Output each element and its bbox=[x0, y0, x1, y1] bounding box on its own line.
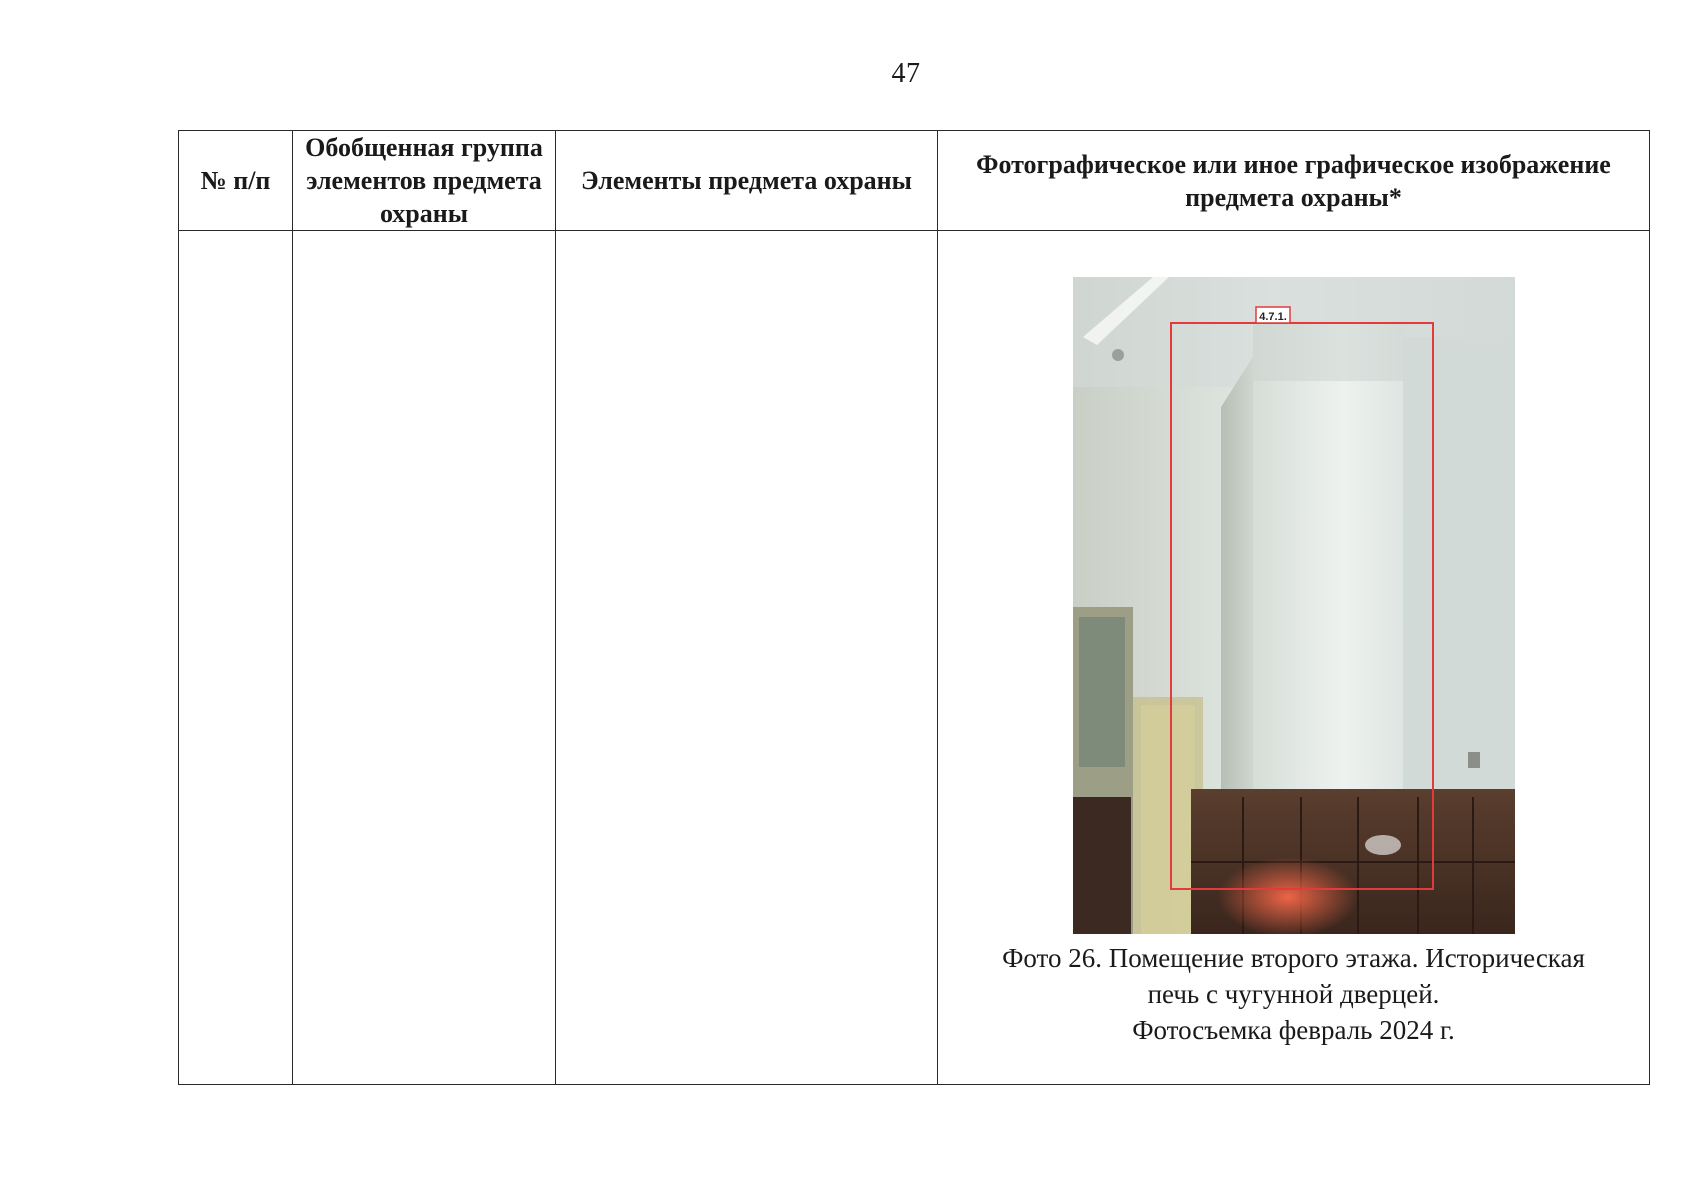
table-row bbox=[179, 231, 1650, 1085]
caption-line-3: Фотосъемка февраль 2024 г. bbox=[1132, 1015, 1455, 1045]
caption-line-2: печь с чугунной дверцей. bbox=[1147, 979, 1440, 1009]
header-photo: Фотографическое или иное графическое изображение предмета охраны* bbox=[938, 131, 1650, 231]
page-number: 47 bbox=[891, 58, 921, 89]
stove-photo bbox=[1073, 277, 1515, 934]
header-generalized-group: Обобщенная группа элементов предмета охраны bbox=[293, 131, 556, 231]
marker-label: 4.7.1. bbox=[1258, 311, 1287, 323]
cell-photo bbox=[938, 231, 1650, 1085]
protection-elements-table bbox=[178, 130, 1650, 1085]
table-header-row bbox=[179, 131, 1650, 231]
caption-line-1: Фото 26. Помещение второго этажа. Историческая bbox=[1002, 943, 1585, 973]
header-elements: Элементы предмета охраны bbox=[556, 131, 938, 231]
photo-caption bbox=[938, 940, 1649, 1048]
header-number: № п/п bbox=[179, 131, 293, 231]
cell-group bbox=[293, 231, 556, 1085]
cell-number bbox=[179, 231, 293, 1085]
cell-elements bbox=[556, 231, 938, 1085]
